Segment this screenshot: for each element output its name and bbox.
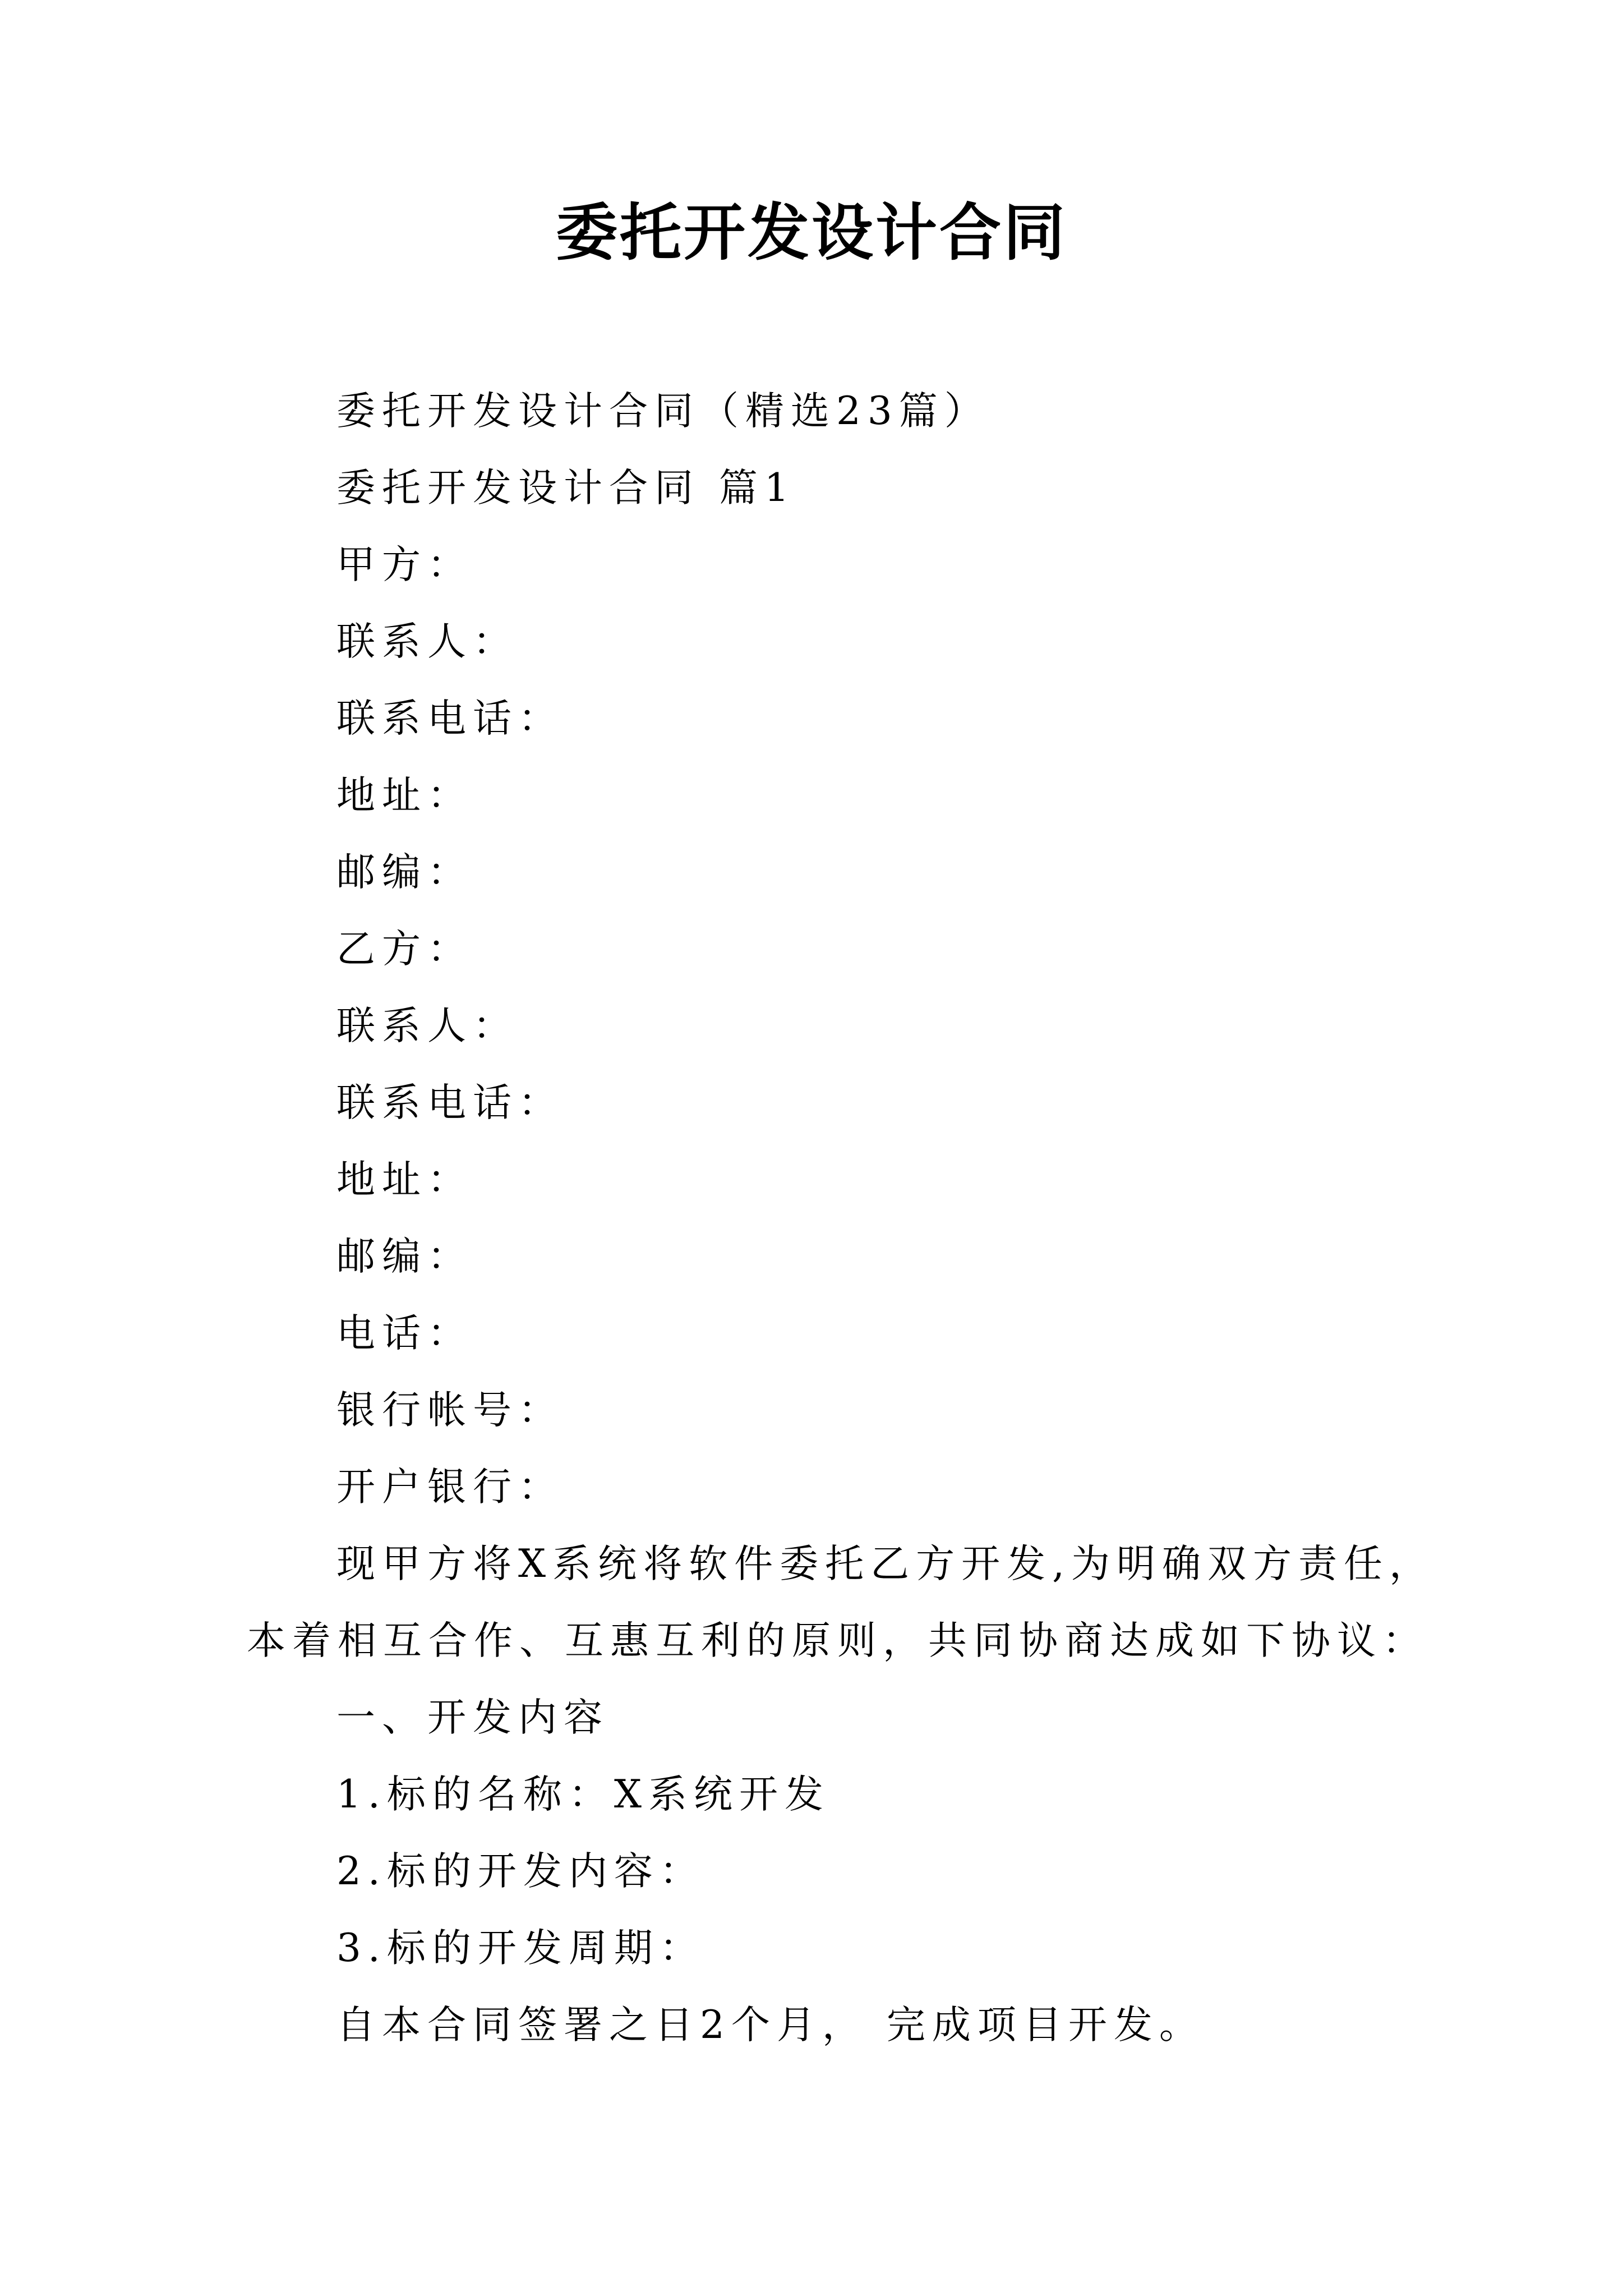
document-title: 委托开发设计合同: [556, 196, 1067, 269]
paragraph-line: 自本合同签署之日2个月， 完成项目开发。: [336, 2003, 1205, 2047]
document-body: [247, 373, 1435, 2064]
clause-item: 2.标的开发内容：: [336, 1849, 705, 1894]
party-b-address-label: 地址：: [336, 1157, 473, 1202]
party-b-label: 乙方：: [336, 927, 473, 972]
paragraph-line: 现甲方将X系统将软件委托乙方开发,为明确双方责任，: [336, 1542, 1435, 1586]
clause-item: 1.标的名称：X系统开发: [336, 1772, 830, 1817]
party-a-postcode-label: 邮编：: [336, 850, 473, 895]
party-b-phone-label: 联系电话：: [336, 1080, 564, 1125]
subtitle-line: 委托开发设计合同（精选23篇）: [336, 389, 990, 434]
paragraph-line: 本着相互合作、互惠互利的原则，共同协商达成如下协议：: [247, 1618, 1428, 1663]
party-a-contact-label: 联系人：: [336, 619, 518, 664]
bank-account-label: 银行帐号：: [336, 1388, 564, 1433]
party-a-phone-label: 联系电话：: [336, 696, 564, 741]
party-b-postcode-label: 邮编：: [336, 1234, 473, 1279]
clause-heading: 一、开发内容: [336, 1695, 609, 1740]
party-a-label: 甲方：: [336, 542, 473, 587]
clause-item: 3.标的开发周期：: [336, 1926, 705, 1971]
telephone-label: 电话：: [336, 1311, 473, 1356]
bank-name-label: 开户银行：: [336, 1465, 564, 1510]
section-heading: 委托开发设计合同 篇1: [336, 466, 796, 510]
party-a-address-label: 地址：: [336, 773, 473, 818]
party-b-contact-label: 联系人：: [336, 1004, 518, 1048]
